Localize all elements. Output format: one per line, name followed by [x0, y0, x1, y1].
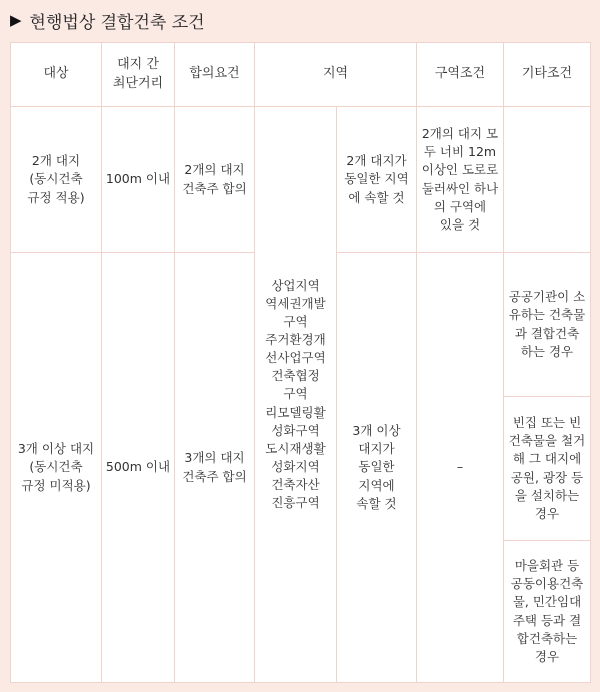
cell-three-other-2: 빈집 또는 빈 건축물을 철거 해 그 대지에 공원, 광장 등 을 설치하는 경우	[504, 397, 591, 541]
cell-two-target: 2개 대지 (동시건축 규정 적용)	[11, 107, 102, 253]
cell-three-target: 3개 이상 대지 (동시건축 규정 미적용)	[11, 253, 102, 683]
conditions-table	[10, 42, 591, 683]
cell-three-zone-condition: –	[417, 253, 504, 683]
cell-two-zone-condition: 2개의 대지 모 두 너비 12m 이상인 도로로 둘러싸인 하나 의 구역에 있을 것	[417, 107, 504, 253]
cell-three-region-condition: 3개 이상 대지가 동일한 지역에 속할 것	[337, 253, 417, 683]
cell-three-other-1: 공공기관이 소 유하는 건축물 과 결합건축 하는 경우	[504, 253, 591, 397]
header-agreement: 합의요건	[175, 43, 255, 107]
cell-three-agreement: 3개의 대지 건축주 합의	[175, 253, 255, 683]
header-target: 대상	[11, 43, 102, 107]
header-zone-condition: 구역조건	[417, 43, 504, 107]
page-title	[0, 0, 600, 40]
cell-three-other-3: 마을회관 등 공동이용건축 물, 민간임대 주택 등과 결 합건축하는 경우	[504, 541, 591, 683]
cell-two-region-condition: 2개 대지가 동일한 지역 에 속할 것	[337, 107, 417, 253]
header-other-condition: 기타조건	[504, 43, 591, 107]
cell-two-other-condition	[504, 107, 591, 253]
header-region: 지역	[255, 43, 417, 107]
cell-shared-regions: 상업지역 역세권개발 구역 주거환경개 선사업구역 건축협정 구역 리모델링활 성화구역 도시재생활 성화지역 건축자산 진흥구역	[255, 107, 337, 683]
header-distance: 대지 간 최단거리	[102, 43, 175, 107]
triangle-marker-icon: ▶	[10, 11, 22, 29]
table-row-two-lots	[11, 107, 591, 253]
cell-two-agreement: 2개의 대지 건축주 합의	[175, 107, 255, 253]
cell-three-distance: 500m 이내	[102, 253, 175, 683]
cell-two-distance: 100m 이내	[102, 107, 175, 253]
header-row	[11, 43, 591, 107]
page-title-text: 현행법상 결합건축 조건	[29, 12, 205, 33]
